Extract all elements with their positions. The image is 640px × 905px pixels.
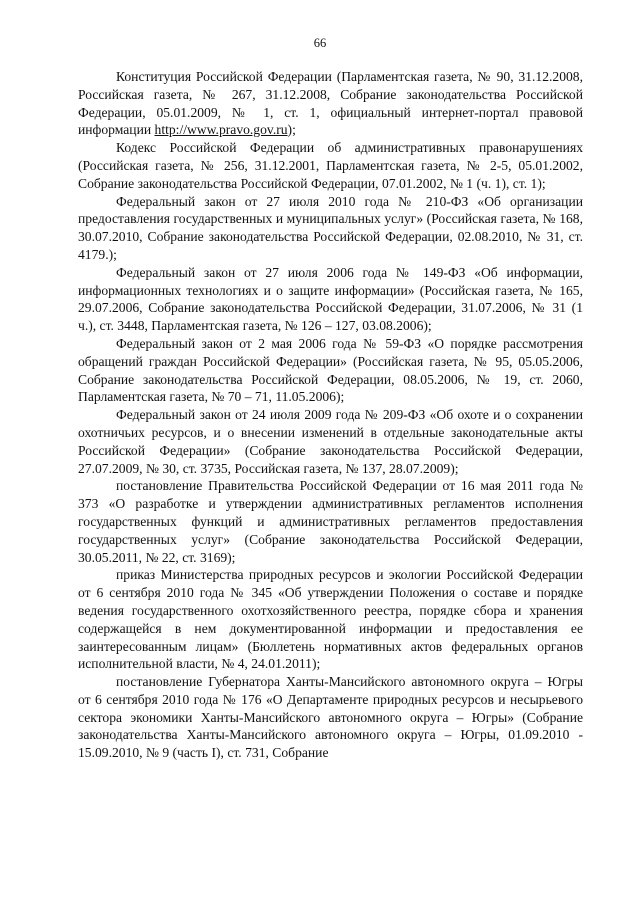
paragraph-text: Конституция Российской Федерации (Парламентская газета, № 90, 31.12.2008, Российская газета, № 267, 31.12.2008, Собрание законодательства Российской Федерации, 05.01.2009, № 1, ст. 1, официальный интернет-портал правовой информации bbox=[78, 69, 583, 138]
paragraph-resolution-373: постановление Правительства Российской Федерации от 16 мая 2011 года № 373 «О разработке и утверждении административных регламентов исполнения государственных функций и административных регламентов предоставления государственных услуг» (Собрание законодательства Российской Федерации, 30.05.2011, № 22, ст. 3169); bbox=[78, 478, 583, 565]
page-number: 66 bbox=[313, 36, 327, 50]
paragraph-law-149: Федеральный закон от 27 июля 2006 года № 149-ФЗ «Об информации, информационных технологиях и о защите информации» (Российская газета, № 165, 29.07.2006, Собрание законодательства Российской Федерации, 31.07.2006, № 31 (1 ч.), ст. 3448, Парламентская газета, № 126 – 127, 03.08.2006); bbox=[78, 264, 583, 334]
paragraph-constitution bbox=[78, 68, 583, 139]
paragraph-koap: Кодекс Российской Федерации об административных правонарушениях (Российская газета, № 256, 31.12.2001, Парламентская газета, № 2-5, 05.01.2002, Собрание законодательства Российской Федерации, 07.01.2002, № 1 (ч. 1), ст. 1); bbox=[78, 140, 583, 191]
paragraph-law-59: Федеральный закон от 2 мая 2006 года № 59-ФЗ «О порядке рассмотрения обращений граждан Российской Федерации» (Российская газета, № 95, 05.05.2006, Собрание законодательства Российской Федерации, 08.05.2006, № 19, ст. 2060, Парламентская газета, № 70 – 71, 11.05.2006); bbox=[78, 335, 583, 405]
pravo-gov-link[interactable]: http://www.pravo.gov.ru bbox=[154, 122, 288, 138]
paragraph-law-210: Федеральный закон от 27 июля 2010 года № 210-ФЗ «Об организации предоставления государственных и муниципальных услуг» (Российская газета, № 168, 30.07.2010, Собрание законодательства Российской Федерации, 02.08.2010, № 31, ст. 4179.); bbox=[78, 193, 583, 262]
paragraph-governor-resolution-176: постановление Губернатора Ханты-Мансийского автономного округа – Югры от 6 сентября 2010 года № 176 «О Департаменте природных ресурсов и несырьевого сектора экономики Ханты-Мансийского автономного округа – Югры» (Собрание законодательства Ханты-Мансийского автономного округа – Югры, 01.09.2010 - 15.09.2010, № 9 (часть I), ст. 731, Собрание bbox=[78, 674, 583, 761]
document-body bbox=[78, 68, 583, 762]
paragraph-law-209: Федеральный закон от 24 июля 2009 года № 209-ФЗ «Об охоте и о сохранении охотничьих ресурсов, и о внесении изменений в отдельные законодательные акты Российской Федерации» (Собрание законодательства Российской Федерации, 27.07.2009, № 30, ст. 3735, Российская газета, № 137, 28.07.2009); bbox=[78, 407, 583, 476]
paragraph-text: ); bbox=[287, 122, 296, 138]
paragraph-order-345: приказ Министерства природных ресурсов и экологии Российской Федерации от 6 сентября 2010 года № 345 «Об утверждении Положения о составе и порядке ведения государственного охотхозяйственного реестра, порядке сбора и хранения содержащейся в нем документированной информации и предоставления ее заинтересованным лицам» (Бюллетень нормативных актов федеральных органов исполнительной власти, № 4, 24.01.2011); bbox=[78, 567, 583, 672]
